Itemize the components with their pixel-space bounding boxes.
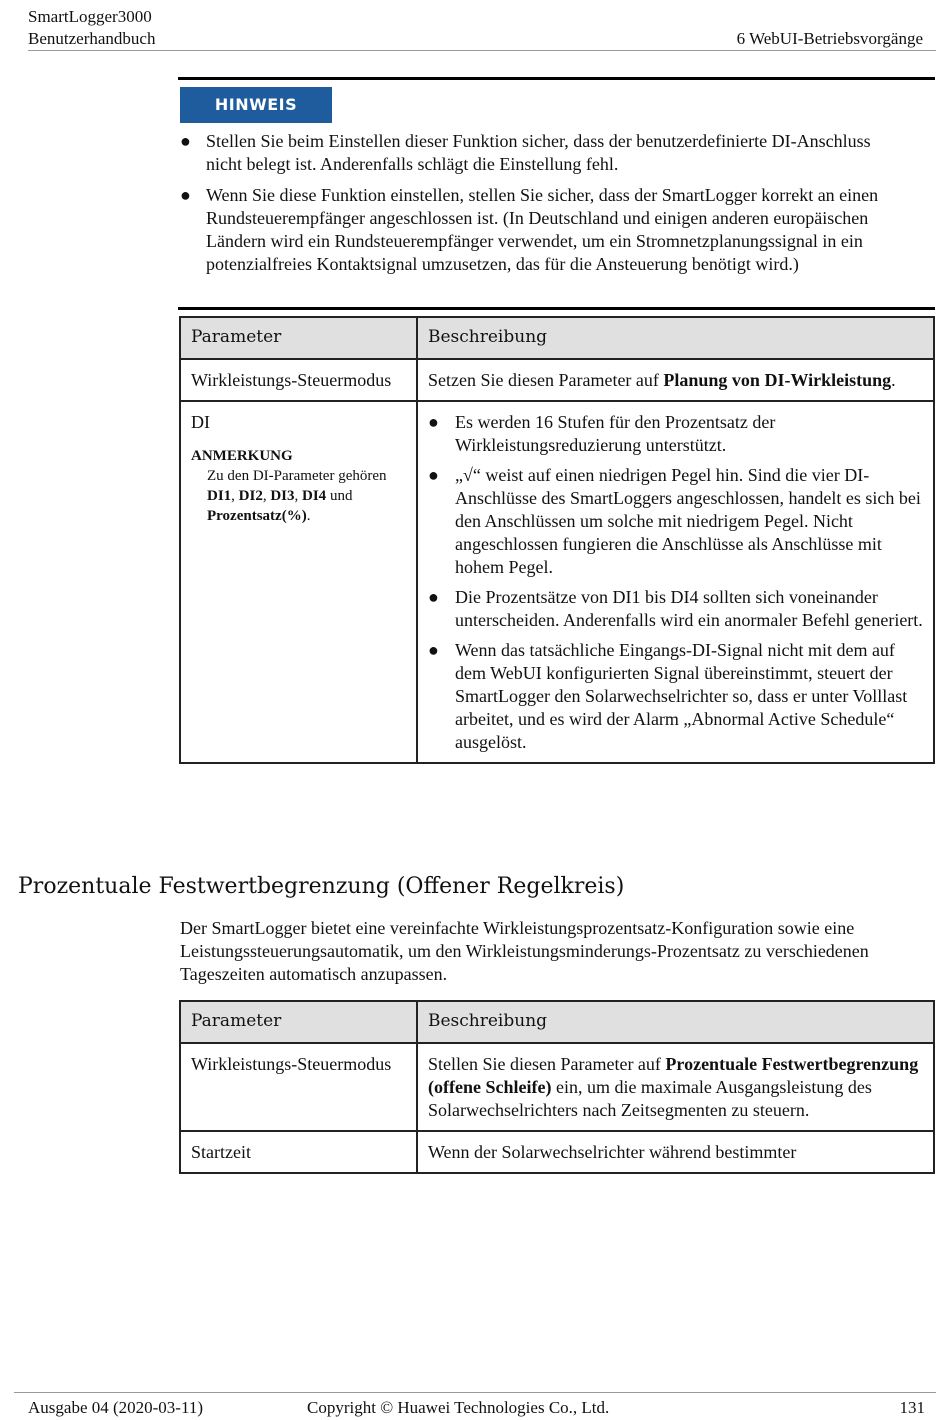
document-type: Benutzerhandbuch (28, 29, 156, 48)
edition-label: Ausgabe 04 (2020-03-11) (28, 1398, 203, 1417)
bullet-icon: ● (180, 185, 191, 205)
list-item (428, 411, 923, 457)
note-top-rule (178, 77, 935, 80)
note-item-text: Wenn Sie diese Funktion einstellen, stellen Sie sicher, dass der SmartLogger korrekt an einen Rundsteuerempfänger angeschlossen ist. (In Deutschland und einigen anderen europäischen Ländern wird ein Rundsteuerempfänger verwendet, um ein Stromnetzplanungssignal in ein potenzialfreies Kontaktsignal umzusetzen, das für die Ansteuerung benötigt wird.) (206, 185, 879, 274)
remark-param-percentage: Prozentsatz(%) (207, 508, 307, 524)
bullet-icon: ● (428, 587, 439, 607)
remark-param-di2: DI2 (238, 488, 263, 504)
table-row (180, 1043, 934, 1131)
parameter-cell (180, 401, 417, 763)
remark-text-start: Zu den DI-Parameter gehören (207, 468, 387, 484)
table-header-row (180, 1001, 934, 1043)
list-item-text: „√“ weist auf einen niedrigen Pegel hin. Sind die vier DI-Anschlüsse des SmartLoggers angeschlossen, handelt es sich bei den Anschlüssen um solche mit niedrigem Pegel. Nicht angeschlossen fungieren die Anschlüsse als Anschlüsse mit hohem Pegel. (455, 465, 921, 577)
description-emphasis: Prozentuale Festwertbegrenzung (offene Schleife) (428, 1054, 919, 1097)
list-item (428, 639, 923, 754)
page-number: 131 (899, 1398, 925, 1417)
parameter-description (417, 1043, 934, 1131)
remark-title: ANMERKUNG (191, 448, 293, 464)
list-item-text: Es werden 16 Stufen für den Prozentsatz der Wirkleistungsreduzierung unterstützt. (455, 412, 776, 455)
column-header-parameter: Parameter (180, 1001, 417, 1043)
table-header-row (180, 317, 934, 359)
table-row (180, 1131, 934, 1173)
note-list (180, 130, 910, 284)
bullet-icon: ● (428, 465, 439, 485)
note-bottom-rule (178, 307, 935, 310)
footer-rule (14, 1392, 936, 1393)
remark-text-end: . (306, 508, 311, 524)
note-item-text: Stellen Sie beim Einstellen dieser Funktion sicher, dass der benutzerdefinierte DI-Anschluss nicht belegt ist. Anderenfalls schlägt die Einstellung fehl. (206, 131, 871, 174)
description-text-end: ein, um die maximale Ausgangsleistung des Solarwechselrichters nach Zeitsegmenten zu steuern. (428, 1077, 872, 1120)
list-item-text: Die Prozentsätze von DI1 bis DI4 sollten sich voneinander unterscheiden. Anderenfalls wird ein anormaler Befehl generiert. (455, 587, 923, 630)
section-paragraph: Der SmartLogger bietet eine vereinfachte Wirkleistungsprozentsatz-Konfiguration sowie eine Leistungssteuerungsautomatik, um den Wirkleistungsminderungs-Prozentsatz zu verschiedenen Tageszeiten automatisch anzupassen. (180, 918, 869, 984)
parameter-name: Startzeit (180, 1131, 417, 1173)
note-item (180, 130, 910, 176)
parameter-table-di (179, 316, 935, 764)
description-text: Stellen Sie diesen Parameter auf (428, 1054, 666, 1074)
bullet-icon: ● (428, 412, 439, 432)
running-header-left (28, 6, 155, 50)
column-header-parameter: Parameter (180, 317, 417, 359)
section-heading: Prozentuale Festwertbegrenzung (Offener Regelkreis) (18, 874, 625, 899)
parameter-name: Wirkleistungs-Steuermodus (180, 1043, 417, 1131)
note-badge: HINWEIS (180, 87, 332, 123)
list-item (428, 464, 923, 579)
column-header-description: Beschreibung (417, 317, 934, 359)
bullet-icon: ● (180, 131, 191, 151)
parameter-name: Wirkleistungs-Steuermodus (180, 359, 417, 401)
remark-separator: , (262, 488, 271, 504)
remark-conjunction: und (326, 488, 353, 504)
description-emphasis: Planung von DI-Wirkleistung (663, 370, 892, 390)
parameter-name: DI (191, 412, 210, 432)
parameter-description: Wenn der Solarwechselrichter während bestimmter (417, 1131, 934, 1173)
description-text: Setzen Sie diesen Parameter auf (428, 370, 664, 390)
header-rule (28, 50, 936, 51)
description-list (428, 411, 923, 754)
remark-separator: , (231, 488, 239, 504)
remark-param-di1: DI1 (207, 488, 232, 504)
copyright-label: Copyright © Huawei Technologies Co., Ltd. (307, 1398, 610, 1417)
list-item-text: Wenn das tatsächliche Eingangs-DI-Signal nicht mit dem auf dem WebUI konfigurierten Signal übereinstimmt, steuert der SmartLogger den Solarwechselrichter so, dass er unter Volllast arbeitet, und es wird der Alarm „Abnormal Active Schedule“ ausgelöst. (455, 640, 908, 752)
table-row (180, 359, 934, 401)
remark-separator: , (294, 488, 303, 504)
parameter-table-fixed-limit (179, 1000, 935, 1174)
remark-param-di3: DI3 (270, 488, 295, 504)
column-header-description: Beschreibung (417, 1001, 934, 1043)
list-item (428, 586, 923, 632)
remark-param-di4: DI4 (302, 488, 327, 504)
remark-text (191, 466, 406, 526)
description-text-end: . (891, 370, 896, 390)
parameter-description (417, 401, 934, 763)
parameter-description (417, 359, 934, 401)
bullet-icon: ● (428, 640, 439, 660)
chapter-title: 6 WebUI-Betriebsvorgänge (736, 29, 923, 48)
note-item (180, 184, 910, 276)
product-name: SmartLogger3000 (28, 7, 152, 26)
table-row (180, 401, 934, 763)
